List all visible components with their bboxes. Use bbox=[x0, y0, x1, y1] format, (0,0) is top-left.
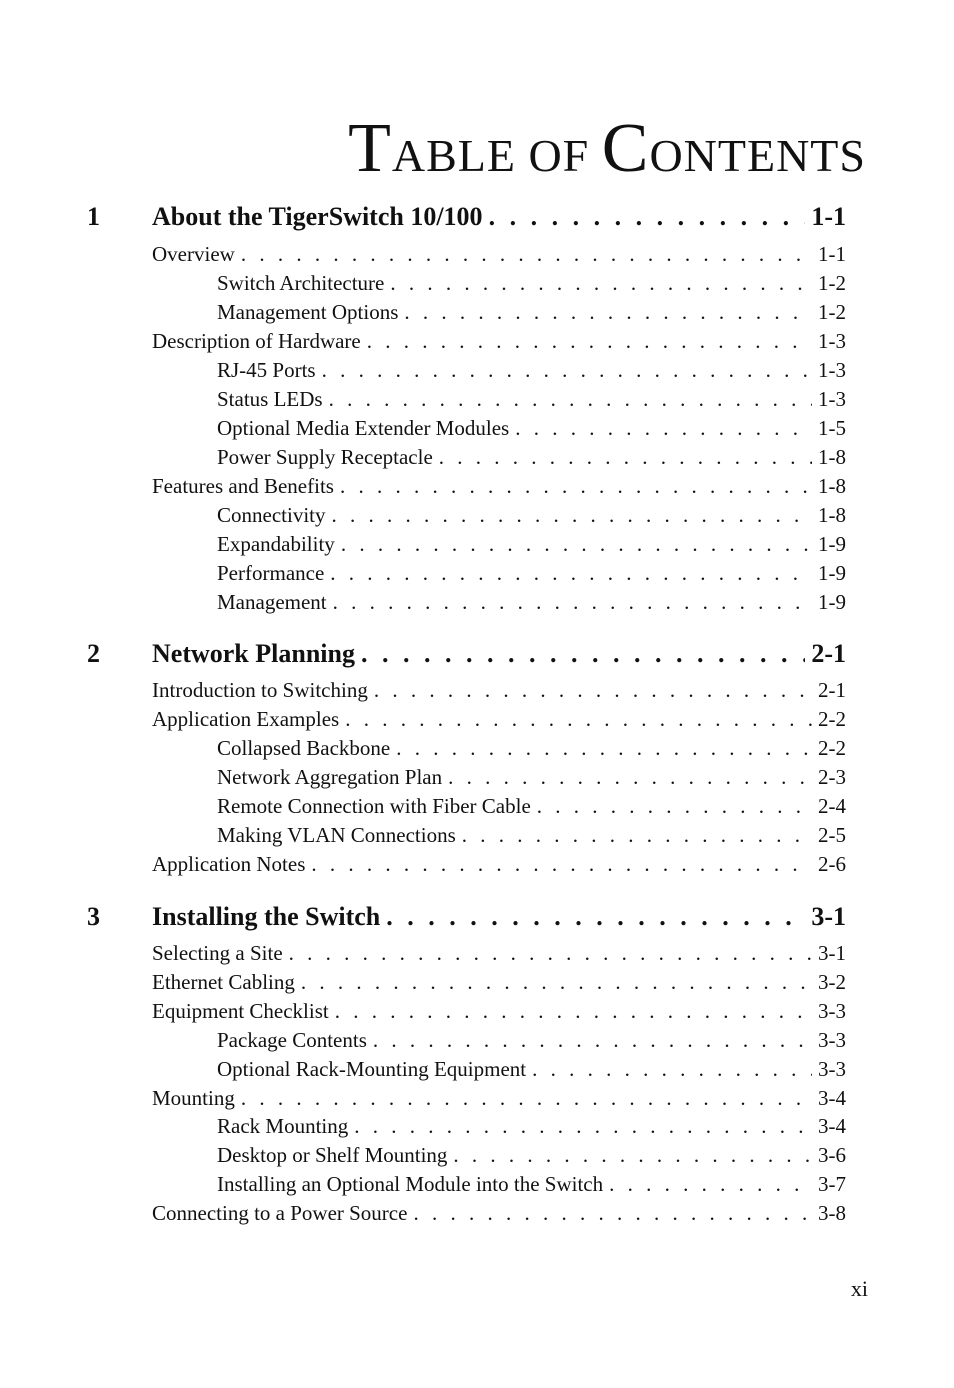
leader-dots bbox=[330, 561, 812, 586]
entry-page: 3-7 bbox=[818, 1172, 846, 1196]
chapter-page: 1-1 bbox=[811, 202, 846, 231]
entry-page: 1-8 bbox=[818, 503, 846, 527]
leader-dots bbox=[462, 823, 812, 848]
entry-label: Introduction to Switching bbox=[152, 678, 368, 702]
entry-page: 2-6 bbox=[818, 852, 846, 876]
entry-page: 3-3 bbox=[818, 1057, 846, 1081]
toc-entry[interactable] bbox=[217, 561, 846, 586]
entry-page: 3-4 bbox=[818, 1086, 846, 1110]
leader-dots bbox=[322, 358, 812, 383]
entry-label: Optional Media Extender Modules bbox=[217, 416, 510, 440]
leader-dots bbox=[354, 1114, 812, 1139]
toc-entry[interactable] bbox=[152, 1201, 846, 1226]
leader-dots bbox=[532, 1057, 812, 1082]
leader-dots bbox=[332, 503, 813, 528]
leader-dots bbox=[340, 474, 812, 499]
entry-page: 1-9 bbox=[818, 532, 846, 556]
leader-dots bbox=[361, 639, 805, 669]
entry-label: Overview bbox=[152, 242, 235, 266]
chapter-number: 1 bbox=[87, 202, 100, 231]
chapter-page: 2-1 bbox=[811, 639, 846, 668]
toc-entry[interactable] bbox=[152, 999, 846, 1024]
entry-label: Management bbox=[217, 590, 327, 614]
toc-entry[interactable] bbox=[217, 590, 846, 615]
entry-page: 2-1 bbox=[818, 678, 846, 702]
toc-entry[interactable] bbox=[152, 474, 846, 499]
chapter-page: 3-1 bbox=[811, 902, 846, 931]
entry-label: Package Contents bbox=[217, 1028, 367, 1052]
chapter-number: 3 bbox=[87, 902, 100, 931]
entry-page: 2-2 bbox=[818, 736, 846, 760]
toc-entry[interactable] bbox=[217, 1172, 846, 1197]
leader-dots bbox=[241, 242, 812, 267]
entry-label: Equipment Checklist bbox=[152, 999, 329, 1023]
toc-entry[interactable] bbox=[217, 1114, 846, 1139]
leader-dots bbox=[396, 736, 812, 761]
leader-dots bbox=[386, 902, 805, 932]
page-number: xi bbox=[850, 1276, 868, 1301]
title-part-2: ONTENTS bbox=[649, 129, 866, 181]
entry-label: Ethernet Cabling bbox=[152, 970, 295, 994]
chapter-title: Network Planning bbox=[152, 639, 355, 668]
toc-entry[interactable] bbox=[152, 678, 846, 703]
entry-page: 3-3 bbox=[818, 999, 846, 1023]
leader-dots bbox=[390, 271, 812, 296]
toc-entry[interactable] bbox=[217, 1143, 846, 1168]
entry-label: Optional Rack-Mounting Equipment bbox=[217, 1057, 527, 1081]
toc-entry[interactable] bbox=[217, 736, 846, 761]
entry-page: 2-5 bbox=[818, 823, 846, 847]
toc-entry[interactable] bbox=[152, 242, 846, 267]
entry-page: 1-1 bbox=[818, 242, 846, 266]
entry-label: Management Options bbox=[217, 300, 399, 324]
chapter-title: About the TigerSwitch 10/100 bbox=[152, 202, 483, 231]
toc-entry[interactable] bbox=[217, 532, 846, 557]
entry-label: Connecting to a Power Source bbox=[152, 1201, 408, 1225]
chapter-number: 2 bbox=[87, 639, 100, 668]
toc-entry[interactable] bbox=[217, 358, 846, 383]
entry-label: Making VLAN Connections bbox=[217, 823, 456, 847]
title-initial-c: C bbox=[601, 109, 650, 187]
chapter-title: Installing the Switch bbox=[152, 902, 381, 931]
entry-label: Selecting a Site bbox=[152, 941, 283, 965]
leader-dots bbox=[311, 852, 812, 877]
toc-entry[interactable] bbox=[217, 794, 846, 819]
entry-label: Application Examples bbox=[152, 707, 340, 731]
entry-page: 2-4 bbox=[818, 794, 846, 818]
entry-page: 1-8 bbox=[818, 445, 846, 469]
leader-dots bbox=[413, 1201, 812, 1226]
toc-entry[interactable] bbox=[217, 503, 846, 528]
entry-label: RJ-45 Ports bbox=[217, 358, 316, 382]
toc-entry[interactable] bbox=[152, 941, 846, 966]
leader-dots bbox=[373, 1028, 812, 1053]
leader-dots bbox=[301, 970, 812, 995]
leader-dots bbox=[448, 765, 812, 790]
toc-entry[interactable] bbox=[217, 416, 846, 441]
entry-label: Network Aggregation Plan bbox=[217, 765, 443, 789]
toc-entry[interactable] bbox=[152, 1086, 846, 1111]
entry-label: Rack Mounting bbox=[217, 1114, 349, 1138]
leader-dots bbox=[345, 707, 812, 732]
entry-page: 3-2 bbox=[818, 970, 846, 994]
entry-page: 1-5 bbox=[818, 416, 846, 440]
toc-entry[interactable] bbox=[217, 823, 846, 848]
entry-page: 1-2 bbox=[818, 300, 846, 324]
entry-page: 3-4 bbox=[818, 1114, 846, 1138]
entry-label: Collapsed Backbone bbox=[217, 736, 391, 760]
entry-label: Status LEDs bbox=[217, 387, 323, 411]
entry-label: Performance bbox=[217, 561, 325, 585]
entry-label: Description of Hardware bbox=[152, 329, 361, 353]
toc-entry[interactable] bbox=[152, 707, 846, 732]
toc-entry[interactable] bbox=[217, 300, 846, 325]
title-part-1: ABLE OF bbox=[391, 129, 602, 181]
toc-entry[interactable] bbox=[217, 271, 846, 296]
entry-page: 3-6 bbox=[818, 1143, 846, 1167]
leader-dots bbox=[404, 300, 812, 325]
entry-label: Remote Connection with Fiber Cable bbox=[217, 794, 531, 818]
leader-dots bbox=[453, 1143, 812, 1168]
toc-entry[interactable] bbox=[152, 970, 846, 995]
toc-entry[interactable] bbox=[152, 852, 846, 877]
leader-dots bbox=[335, 999, 812, 1024]
entry-label: Features and Benefits bbox=[152, 474, 334, 498]
toc-entry[interactable] bbox=[217, 765, 846, 790]
leader-dots bbox=[289, 941, 812, 966]
leader-dots bbox=[515, 416, 812, 441]
leader-dots bbox=[537, 794, 812, 819]
entry-label: Expandability bbox=[217, 532, 335, 556]
leader-dots bbox=[341, 532, 812, 557]
leader-dots bbox=[374, 678, 812, 703]
entry-page: 1-3 bbox=[818, 329, 846, 353]
entry-label: Connectivity bbox=[217, 503, 326, 527]
entry-page: 1-8 bbox=[818, 474, 846, 498]
leader-dots bbox=[333, 590, 812, 615]
toc-entry[interactable] bbox=[152, 329, 846, 354]
leader-dots bbox=[329, 387, 812, 412]
leader-dots bbox=[367, 329, 812, 354]
toc-entry[interactable] bbox=[217, 1028, 846, 1053]
leader-dots bbox=[609, 1172, 812, 1197]
entry-page: 2-2 bbox=[818, 707, 846, 731]
entry-page: 1-9 bbox=[818, 561, 846, 585]
leader-dots bbox=[241, 1086, 812, 1111]
entry-page: 1-3 bbox=[818, 387, 846, 411]
entry-label: Desktop or Shelf Mounting bbox=[217, 1143, 448, 1167]
toc-entry[interactable] bbox=[217, 387, 846, 412]
entry-label: Installing an Optional Module into the Switch bbox=[217, 1172, 604, 1196]
entry-page: 1-9 bbox=[818, 590, 846, 614]
entry-page: 3-3 bbox=[818, 1028, 846, 1052]
toc-entry[interactable] bbox=[217, 1057, 846, 1082]
entry-page: 3-8 bbox=[818, 1201, 846, 1225]
page-title bbox=[348, 109, 866, 189]
entry-page: 3-1 bbox=[818, 941, 846, 965]
entry-page: 1-3 bbox=[818, 358, 846, 382]
entry-label: Mounting bbox=[152, 1086, 235, 1110]
leader-dots bbox=[489, 202, 806, 232]
leader-dots bbox=[439, 445, 812, 470]
entry-label: Application Notes bbox=[152, 852, 306, 876]
toc-entry[interactable] bbox=[217, 445, 846, 470]
entry-page: 1-2 bbox=[818, 271, 846, 295]
entry-page: 2-3 bbox=[818, 765, 846, 789]
entry-label: Switch Architecture bbox=[217, 271, 385, 295]
entry-label: Power Supply Receptacle bbox=[217, 445, 433, 469]
title-initial-t: T bbox=[348, 109, 392, 187]
